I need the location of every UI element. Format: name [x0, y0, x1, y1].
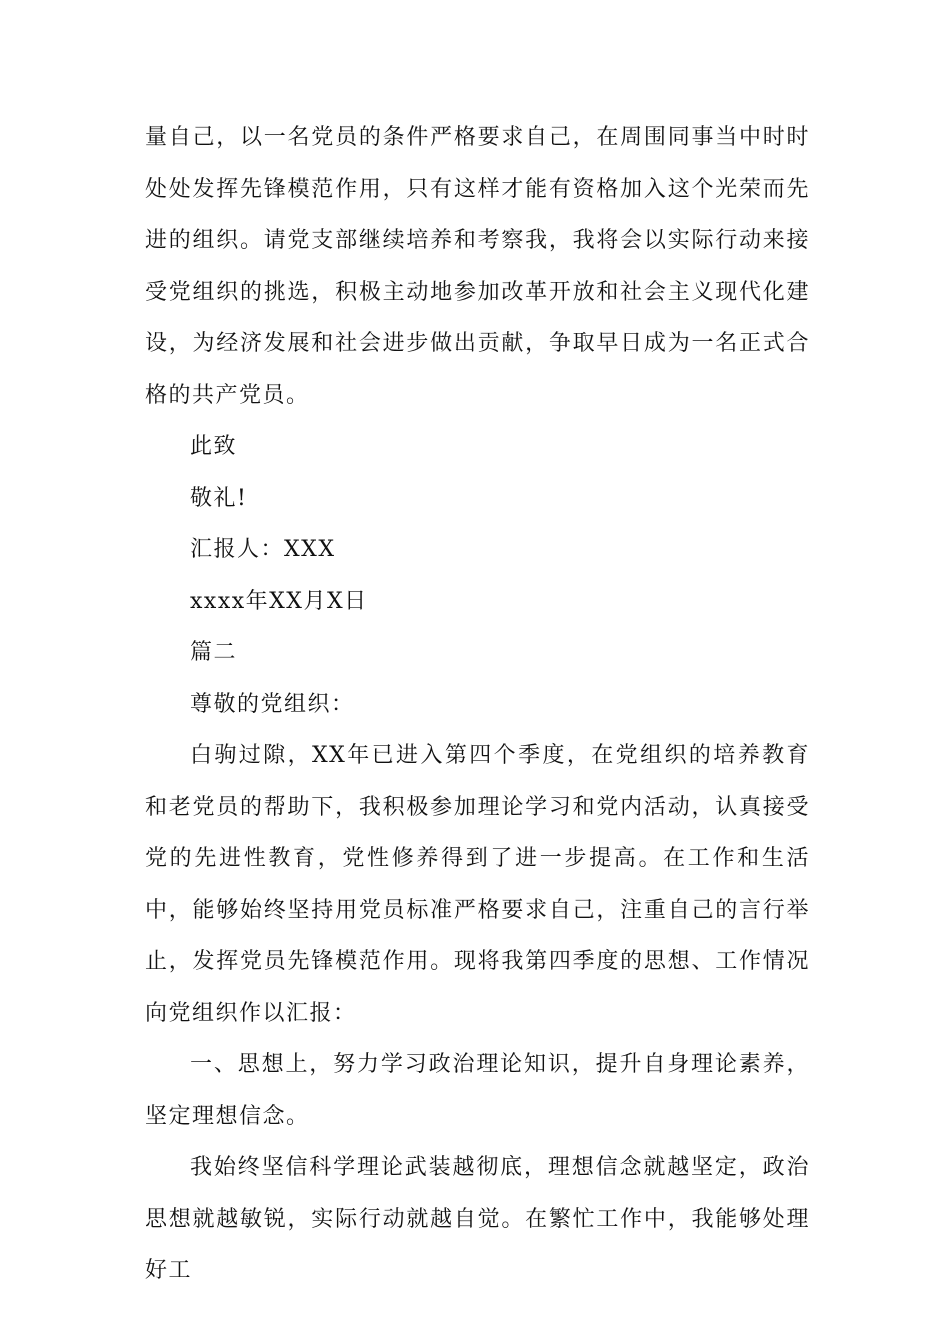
salutation-cizhi: 此致 [190, 434, 238, 459]
document-page [145, 112, 810, 1297]
paragraph-theory-study: 我始终坚信科学理论武装越彻底，理想信念就越坚定，政治思想就越敏锐，实际行动就越自觉。在繁忙工作中，我能够处理好工 [145, 1155, 810, 1283]
date-line: xxxx年XX月X日 [190, 588, 368, 614]
greeting-line: 尊敬的党组织： [190, 691, 355, 717]
paragraph-closing-commitment: 量自己，以一名党员的条件严格要求自己，在周围同事当中时时处处发挥先锋模范作用，只有这样才能有资格加入这个光荣而先进的组织。请党支部继续培养和考察我，我将会以实际行动来接受党组织的挑选，积极主动地参加改革开放和社会主义现代化建设，为经济发展和社会进步做出贡献，争取早日成为一名正式合格的共产党员。 [145, 125, 810, 408]
salutation-jingli: 敬礼! [190, 485, 248, 511]
reporter-line: 汇报人：XXX [190, 537, 336, 562]
paragraph-intro: 白驹过隙，XX年已进入第四个季度，在党组织的培养教育和老党员的帮助下，我积极参加理论学习和党内活动，认真接受党的先进性教育，党性修养得到了进一步提高。在工作和生活中，能够始终坚持用党员标准严格要求自己，注重自己的言行举止，发挥党员先锋模范作用。现将我第四季度的思想、工作情况向党组织作以汇报： [145, 743, 810, 1026]
paragraph-heading-thought: 一、思想上，努力学习政治理论知识，提升自身理论素养，坚定理想信念。 [145, 1052, 810, 1129]
section-heading-part-two: 篇二 [190, 640, 238, 665]
